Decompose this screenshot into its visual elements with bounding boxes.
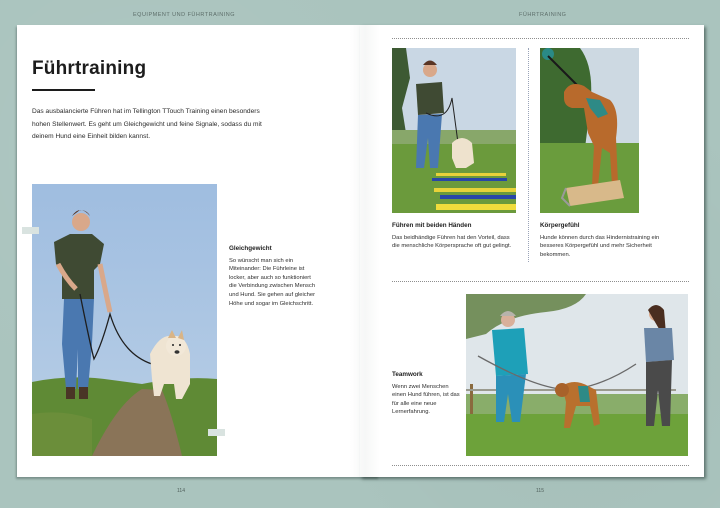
- caption-gleichgewicht: [229, 245, 317, 308]
- photo-leading-with-both-hands: [392, 48, 516, 213]
- photo-teamwork: [466, 294, 688, 456]
- running-head-right: FÜHRTRAINING: [519, 12, 567, 18]
- caption-both-hands: [392, 222, 516, 251]
- title-underline: [32, 89, 95, 91]
- running-head-left: EQUIPMENT UND FÜHRTRAINING: [133, 12, 236, 18]
- photo-dog-on-board: [540, 48, 639, 213]
- intro-paragraph: Das ausbalancierte Führen hat im Tellington TTouch Training einen besonders hohen Stellenwert. Es geht um Gleichgewicht und feine Signale, sodass du mit deinem Hund eine Einheit bilden kannst.: [32, 108, 262, 140]
- divider-top: [392, 38, 689, 39]
- caption-title: Teamwork: [392, 371, 423, 378]
- photo-woman-walking-dog: [32, 184, 217, 456]
- page-number-left: 114: [177, 488, 185, 494]
- page-tab-marker: [208, 429, 225, 436]
- column-divider: [528, 48, 529, 262]
- caption-title: Führen mit beiden Händen: [392, 222, 472, 229]
- caption-text: Das beidhändige Führen hat den Vorteil, dass die menschliche Körpersprache oft gut gelingt.: [392, 234, 512, 250]
- caption-teamwork: [392, 371, 462, 417]
- page-title: Führtraining: [32, 58, 147, 79]
- caption-title: Gleichgewicht: [229, 245, 272, 252]
- caption-body-awareness: [540, 222, 670, 259]
- page-tab-marker: [22, 227, 39, 234]
- divider-bottom: [392, 465, 689, 466]
- caption-text: Hunde können durch das Hindernistraining ein besseres Körpergefühl und mehr Sicherheit bekommen.: [540, 234, 660, 258]
- caption-text: Wenn zwei Menschen einen Hund führen, ist das für alle eine neue Lernerfahrung.: [392, 383, 460, 416]
- gutter: [350, 25, 380, 477]
- caption-title: Körpergefühl: [540, 222, 580, 229]
- divider-middle: [392, 281, 689, 282]
- caption-text: So wünscht man sich ein Miteinander: Die Führleine ist locker, aber auch so funktioniert die Verbindung zwischen Mensch und Hund. Sie gehen auf gleicher Höhe und sogar im Gleichschritt.: [229, 257, 316, 307]
- page-number-right: 115: [536, 488, 544, 494]
